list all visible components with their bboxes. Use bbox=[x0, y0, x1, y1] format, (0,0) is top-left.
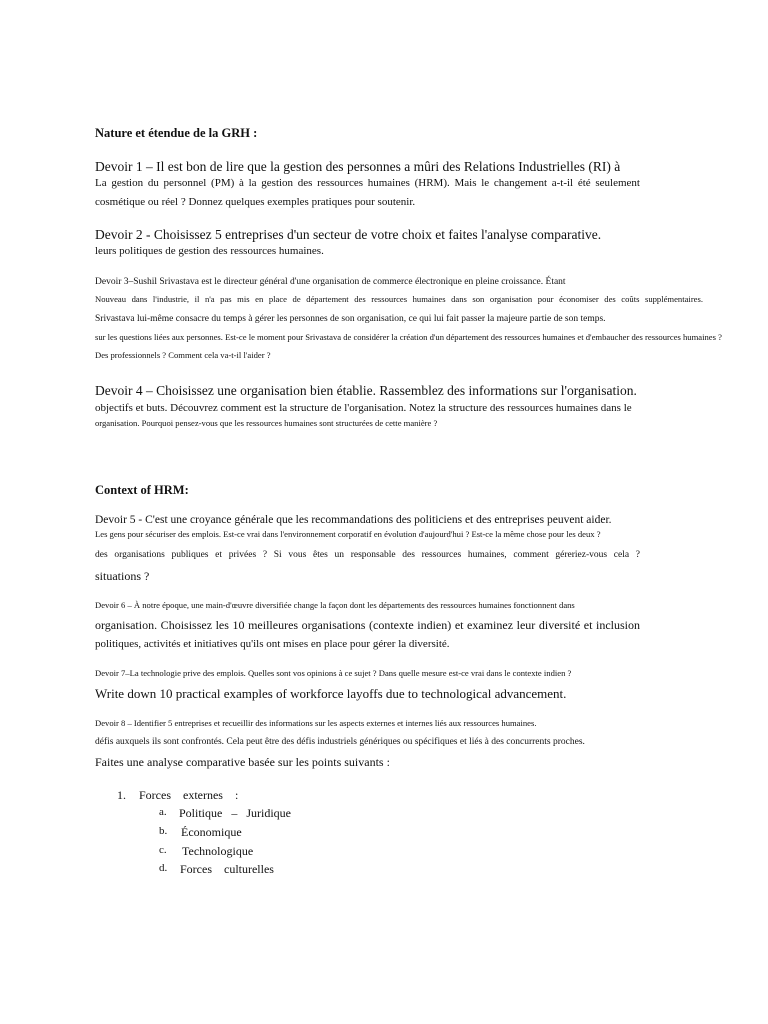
list-item-text: Économique bbox=[181, 825, 242, 839]
devoir2-line2: leurs politiques de gestion des ressources humaines. bbox=[95, 245, 324, 257]
devoir4-line1: Devoir 4 – Choisissez une organisation bien établie. Rassemblez des informations sur l'organisation. bbox=[95, 383, 637, 398]
devoir6-line1: Devoir 6 – À notre époque, une main-d'œuvre diversifiée change la façon dont les départements des ressources humaines fonctionnent dans bbox=[95, 600, 575, 610]
devoir1-line2: La gestion du personnel (PM) à la gestion des ressources humaines (HRM). Mais le changement a-t-il été seulement bbox=[95, 177, 640, 189]
list-number: 1. bbox=[117, 788, 126, 802]
list-item-marker: b. bbox=[159, 825, 168, 837]
devoir5-line3: des organisations publiques et privées ? Si vous êtes un responsable des ressources humaines, comment géreriez-vous cela ? bbox=[95, 550, 640, 560]
devoir7-line1: Devoir 7–La technologie prive des emplois. Quelles sont vos opinions à ce sujet ? Dans quelle mesure est-ce vrai dans le contexte indien ? bbox=[95, 668, 572, 678]
devoir5-line2: Les gens pour sécuriser des emplois. Est-ce vrai dans l'environnement corporatif en évolution d'aujourd'hui ? Est-ce la même chose pour les deux ? bbox=[95, 529, 601, 539]
devoir5-line1: Devoir 5 - C'est une croyance générale que les recommandations des politiciens et des entreprises peuvent aider. bbox=[95, 514, 612, 526]
devoir4-line3: organisation. Pourquoi pensez-vous que les ressources humaines sont structurées de cette manière ? bbox=[95, 418, 438, 428]
devoir7-line2: Write down 10 practical examples of workforce layoffs due to technological advancement. bbox=[95, 686, 567, 701]
devoir3-line4: sur les questions liées aux personnes. Est-ce le moment pour Srivastava de considérer la création d'un département des ressources humaines et d'embaucher des ressources humaines ? bbox=[95, 332, 722, 342]
list-item-text: Technologique bbox=[182, 844, 254, 858]
devoir8-line1: Devoir 8 – Identifier 5 entreprises et recueillir des informations sur les aspects externes et internes liés aux ressources humaines. bbox=[95, 718, 537, 728]
devoir6-line2: organisation. Choisissez les 10 meilleures organisations (contexte indien) et examinez leur diversité et inclusion bbox=[95, 618, 640, 632]
devoir1-line3: cosmétique ou réel ? Donnez quelques exemples pratiques pour soutenir. bbox=[95, 196, 416, 208]
list-title: Forces externes : bbox=[139, 788, 239, 802]
devoir5-line4: situations ? bbox=[95, 569, 150, 583]
section-heading-context: Context of HRM: bbox=[95, 483, 189, 497]
devoir1-line1: Devoir 1 – Il est bon de lire que la gestion des personnes a mûri des Relations Industrielles (RI) à bbox=[95, 159, 621, 174]
devoir3-line5: Des professionnels ? Comment cela va-t-il l'aider ? bbox=[95, 350, 271, 360]
devoir6-line3: politiques, activités et initiatives qu'ils ont mises en place pour gérer la diversité. bbox=[95, 638, 450, 650]
devoir8-line3: Faites une analyse comparative basée sur les points suivants : bbox=[95, 755, 390, 769]
devoir2-line1: Devoir 2 - Choisissez 5 entreprises d'un secteur de votre choix et faites l'analyse comparative. bbox=[95, 227, 602, 242]
devoir3-line3: Srivastava lui-même consacre du temps à gérer les personnes de son organisation, ce qui lui fait passer la majeure partie de son temps. bbox=[95, 314, 606, 324]
list-item-marker: c. bbox=[159, 844, 167, 856]
devoir4-line2: objectifs et buts. Découvrez comment est la structure de l'organisation. Notez la structure des ressources humaines dans le bbox=[95, 402, 632, 414]
list-item-marker: d. bbox=[159, 862, 168, 874]
list-item-text: Politique – Juridique bbox=[179, 806, 291, 820]
devoir3-line2: Nouveau dans l'industrie, il n'a pas mis en place de département des ressources humaines dans son organisation pour économiser des coûts supplémentaires. bbox=[95, 294, 703, 304]
list-item-marker: a. bbox=[159, 806, 167, 818]
devoir3-line1: Devoir 3–Sushil Srivastava est le directeur général d'une organisation de commerce électronique en pleine croissance. Étant bbox=[95, 277, 566, 287]
list-item-text: Forces culturelles bbox=[180, 862, 274, 876]
section-heading-nature: Nature et étendue de la GRH : bbox=[95, 126, 258, 140]
devoir8-line2: défis auxquels ils sont confrontés. Cela peut être des défis industriels génériques ou spécifiques et liés à des concurrents proches. bbox=[95, 737, 585, 747]
